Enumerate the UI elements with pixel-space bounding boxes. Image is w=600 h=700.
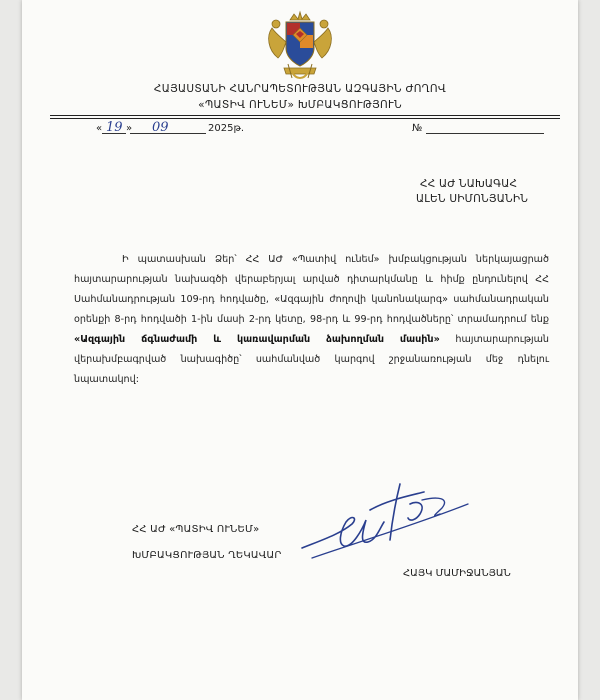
signatory-position-line1: ՀՀ ԱԺ «ՊԱՏԻՎ ՈՒՆԵՄ» bbox=[132, 524, 260, 535]
coat-of-arms-icon bbox=[262, 8, 338, 84]
body-text-part2: հայտարարության վերախմբագրված նախագիծը՝ սահմանված կարգով շրջանառության մեջ դնելու նպատակով: bbox=[74, 334, 550, 385]
letter-body bbox=[74, 250, 549, 390]
statement-title: «Ազգային ճգնաժամի և կառավարման ձախողման մասին» bbox=[74, 334, 440, 345]
date-day: 19 bbox=[106, 120, 123, 135]
number-underline bbox=[426, 133, 544, 134]
organization-name: ՀԱՅԱՍՏԱՆԻ ՀԱՆՐԱՊԵՏՈՒԹՅԱՆ ԱԶԳԱՅԻՆ ԺՈՂՈՎ bbox=[153, 83, 447, 95]
signatory-position-line2: ԽՄԲԱԿՑՈՒԹՅԱՆ ՂԵԿԱՎԱՐ bbox=[132, 550, 282, 561]
date-year: 2025թ. bbox=[208, 123, 245, 134]
date-open-quote: « bbox=[96, 123, 103, 134]
signatory-name: ՀԱՅԿ ՄԱՄԻՋԱՆՅԱՆ bbox=[403, 568, 511, 579]
addressee-name: ԱԼԵՆ ՍԻՄՈՆՅԱՆԻՆ bbox=[416, 193, 529, 205]
date-number-line bbox=[82, 116, 562, 136]
faction-name: «ՊԱՏԻՎ ՈՒՆԵՄ» ԽՄԲԱԿՑՈՒԹՅՈՒՆ bbox=[198, 99, 402, 111]
body-text-part1: Ի պատասխան Ձեր՝ ՀՀ ԱԺ «Պատիվ ունեմ» խմբակցության ներկայացրած հայտարարության նախագծի վերաբերյալ արված դիտարկմանը և հիմք ընդունելով ՀՀ Սահմանադրության 109-րդ հոդվածը, «Ազգային ժողովի կանոնակարգ» սահմանադրական օրենքի 8-րդ հոդվածի 1-ին մասի 2-րդ կետը, 98-րդ և 99-րդ հոդվածները՝ տրամադրում ենք bbox=[74, 254, 549, 325]
number-label: № bbox=[412, 123, 423, 134]
date-month: 09 bbox=[152, 120, 169, 135]
letter-page bbox=[22, 0, 578, 700]
addressee-title: ՀՀ ԱԺ ՆԱԽԱԳԱՀ bbox=[420, 178, 518, 190]
handwritten-signature bbox=[292, 470, 482, 580]
date-close-quote: » bbox=[126, 123, 133, 134]
